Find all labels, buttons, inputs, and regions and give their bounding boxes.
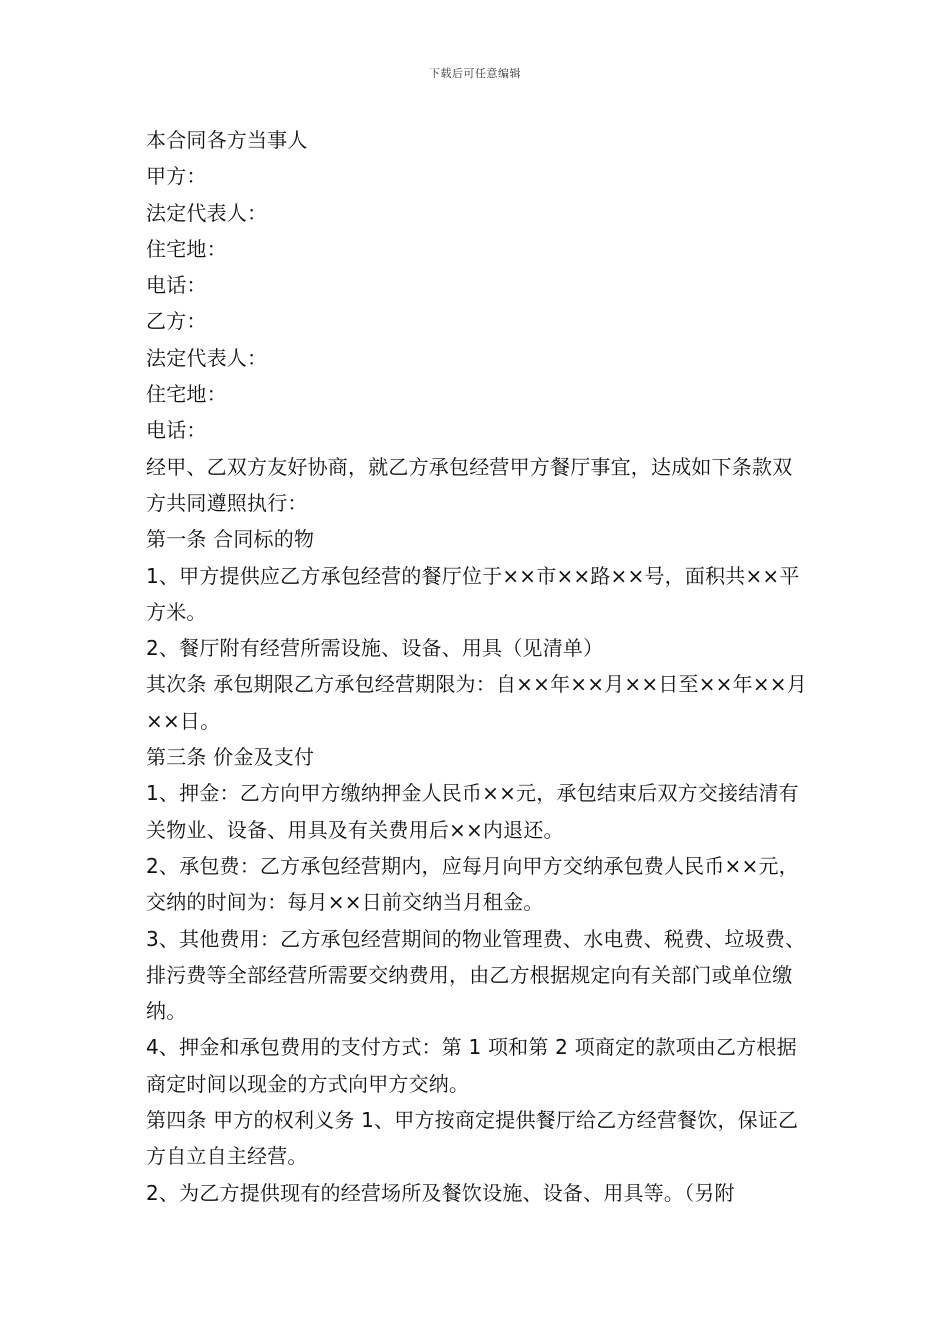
article-3-item-3: 3、其他费用：乙方承包经营期间的物业管理费、水电费、税费、垃圾费、排污费等全部经营所需要交纳费用，由乙方根据规定向有关部门或单位缴纳。 xyxy=(146,926,806,1024)
paragraph-parties-intro: 本合同各方当事人 xyxy=(146,128,308,152)
paragraph-party-a-address: 住宅地： xyxy=(146,236,227,261)
article-2-term: 其次条 承包期限乙方承包经营期限为：自××年××月××日至××年××月××日。 xyxy=(146,672,807,733)
article-1-item-1: 1、甲方提供应乙方承包经营的餐厅位于××市××路××号，面积共××平方米。 xyxy=(146,563,800,624)
page-header: 下载后可任意编辑 xyxy=(429,67,521,80)
paragraph-preamble: 经甲、乙双方友好协商，就乙方承包经营甲方餐厅事宜，达成如下条款双方共同遵照执行： xyxy=(146,454,793,515)
article-4-item-1: 第四条 甲方的权利义务 1、甲方按商定提供餐厅给乙方经营餐饮，保证乙方自立自主经营。 xyxy=(146,1108,799,1169)
article-3-item-1: 1、押金：乙方向甲方缴纳押金人民币××元，承包结束后双方交接结清有关物业、设备、用具及有关费用后××内退还。 xyxy=(146,781,799,842)
article-3-heading: 第三条 价金及支付 xyxy=(146,745,315,770)
paragraph-party-a-phone: 电话： xyxy=(146,273,207,298)
paragraph-party-b-address: 住宅地： xyxy=(146,382,227,407)
paragraph-party-a-representative: 法定代表人： xyxy=(146,200,268,225)
paragraph-party-a: 甲方： xyxy=(146,164,207,189)
article-1-item-2: 2、餐厅附有经营所需设施、设备、用具（见清单） xyxy=(146,636,604,661)
contract-body xyxy=(146,122,810,1211)
article-1-heading: 第一条 合同标的物 xyxy=(146,527,315,552)
paragraph-party-b: 乙方： xyxy=(146,309,207,334)
article-4-item-2: 2、为乙方提供现有的经营场所及餐饮设施、设备、用具等。（另附 xyxy=(146,1180,735,1205)
paragraph-party-b-phone: 电话： xyxy=(146,418,207,443)
article-3-item-4: 4、押金和承包费用的支付方式：第 1 项和第 2 项商定的款项由乙方根据商定时间以现金的方式向甲方交纳。 xyxy=(146,1035,797,1096)
article-3-item-2: 2、承包费：乙方承包经营期内，应每月向甲方交纳承包费人民币××元，交纳的时间为：每月××日前交纳当月租金。 xyxy=(146,853,799,915)
paragraph-party-b-representative: 法定代表人： xyxy=(146,345,268,370)
